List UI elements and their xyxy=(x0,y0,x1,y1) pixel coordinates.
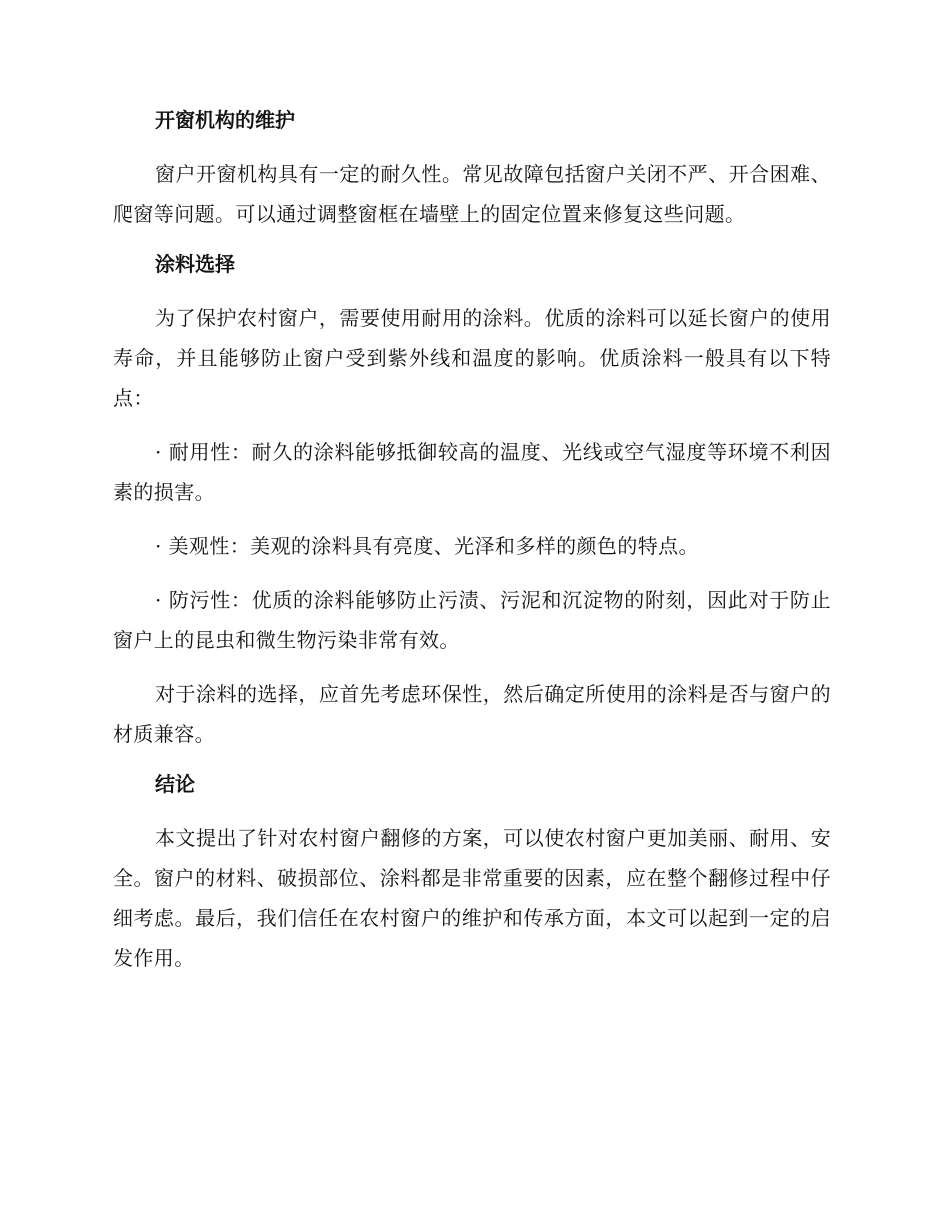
section-heading-coating-choice: 涂料选择 xyxy=(155,252,235,276)
paragraph-conclusion: 本文提出了针对农村窗户翻修的方案，可以使农村窗户更加美丽、耐用、安全。窗户的材料、破损部位、涂料都是非常重要的因素，应在整个翻修过程中仔细考虑。最后，我们信任在农村窗户的维护和传承方面，本文可以起到一定的启发作用。 xyxy=(113,826,831,970)
paragraph-coating-intro: 为了保护农村窗户，需要使用耐用的涂料。优质的涂料可以延长窗户的使用寿命，并且能够防止窗户受到紫外线和温度的影响。优质涂料一般具有以下特点： xyxy=(113,306,831,410)
paragraph-window-mechanism: 窗户开窗机构具有一定的耐久性。常见故障包括窗户关闭不严、开合困难、爬窗等问题。可以通过调整窗框在墙壁上的固定位置来修复这些问题。 xyxy=(113,162,831,226)
section-heading-conclusion: 结论 xyxy=(155,772,195,796)
document-body xyxy=(113,104,831,978)
section-heading-window-mechanism: 开窗机构的维护 xyxy=(155,108,295,132)
bullet-appearance: · 美观性：美观的涂料具有亮度、光泽和多样的颜色的特点。 xyxy=(155,534,699,558)
paragraph-coating-selection: 对于涂料的选择，应首先考虑环保性，然后确定所使用的涂料是否与窗户的材质兼容。 xyxy=(113,682,831,746)
bullet-stain-resistance: · 防污性：优质的涂料能够防止污渍、污泥和沉淀物的附刻，因此对于防止窗户上的昆虫和微生物污染非常有效。 xyxy=(113,588,831,652)
bullet-durability: · 耐用性：耐久的涂料能够抵御较高的温度、光线或空气湿度等环境不利因素的损害。 xyxy=(113,440,831,504)
